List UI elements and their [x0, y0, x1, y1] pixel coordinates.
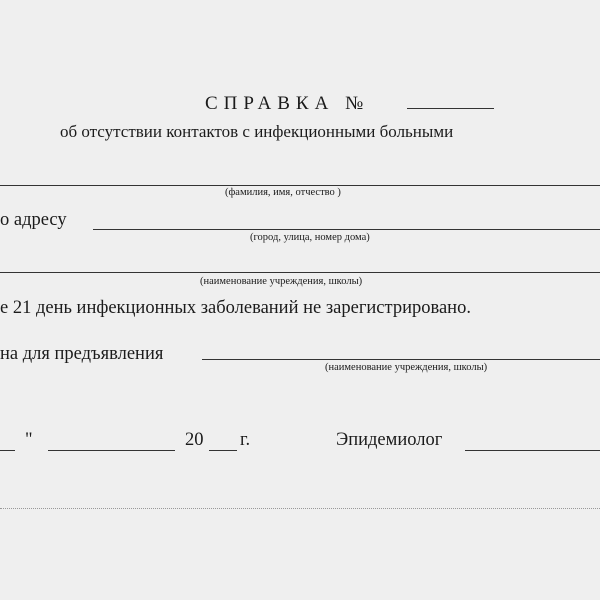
full-name-field[interactable] [0, 185, 600, 186]
presentation-caption: (наименование учреждения, школы) [325, 362, 488, 373]
document-subtitle: об отсутствии контактов с инфекционными больными [60, 122, 454, 141]
document-title: СПРАВКА № [205, 93, 370, 114]
date-quote: " [25, 430, 33, 450]
year-prefix: 20 [185, 430, 204, 450]
year-field[interactable] [209, 450, 237, 451]
statement-text: е 21 день инфекционных заболеваний не зарегистрировано. [0, 298, 471, 318]
full-name-caption: (фамилия, имя, отчество ) [225, 187, 341, 198]
presentation-field[interactable] [202, 359, 600, 360]
day-field[interactable] [0, 450, 15, 451]
month-field[interactable] [48, 450, 175, 451]
presentation-label: на для предъявления [0, 344, 164, 364]
cut-line [0, 508, 600, 509]
epidemiologist-label: Эпидемиолог [336, 430, 443, 450]
address-caption: (город, улица, номер дома) [250, 232, 370, 243]
epidemiologist-signature-field[interactable] [465, 450, 600, 451]
certificate-number-field[interactable] [407, 108, 494, 109]
address-field[interactable] [93, 229, 600, 230]
year-suffix: г. [240, 430, 251, 450]
institution-field[interactable] [0, 272, 600, 273]
address-label: о адресу [0, 210, 67, 230]
institution-caption: (наименование учреждения, школы) [200, 276, 363, 287]
